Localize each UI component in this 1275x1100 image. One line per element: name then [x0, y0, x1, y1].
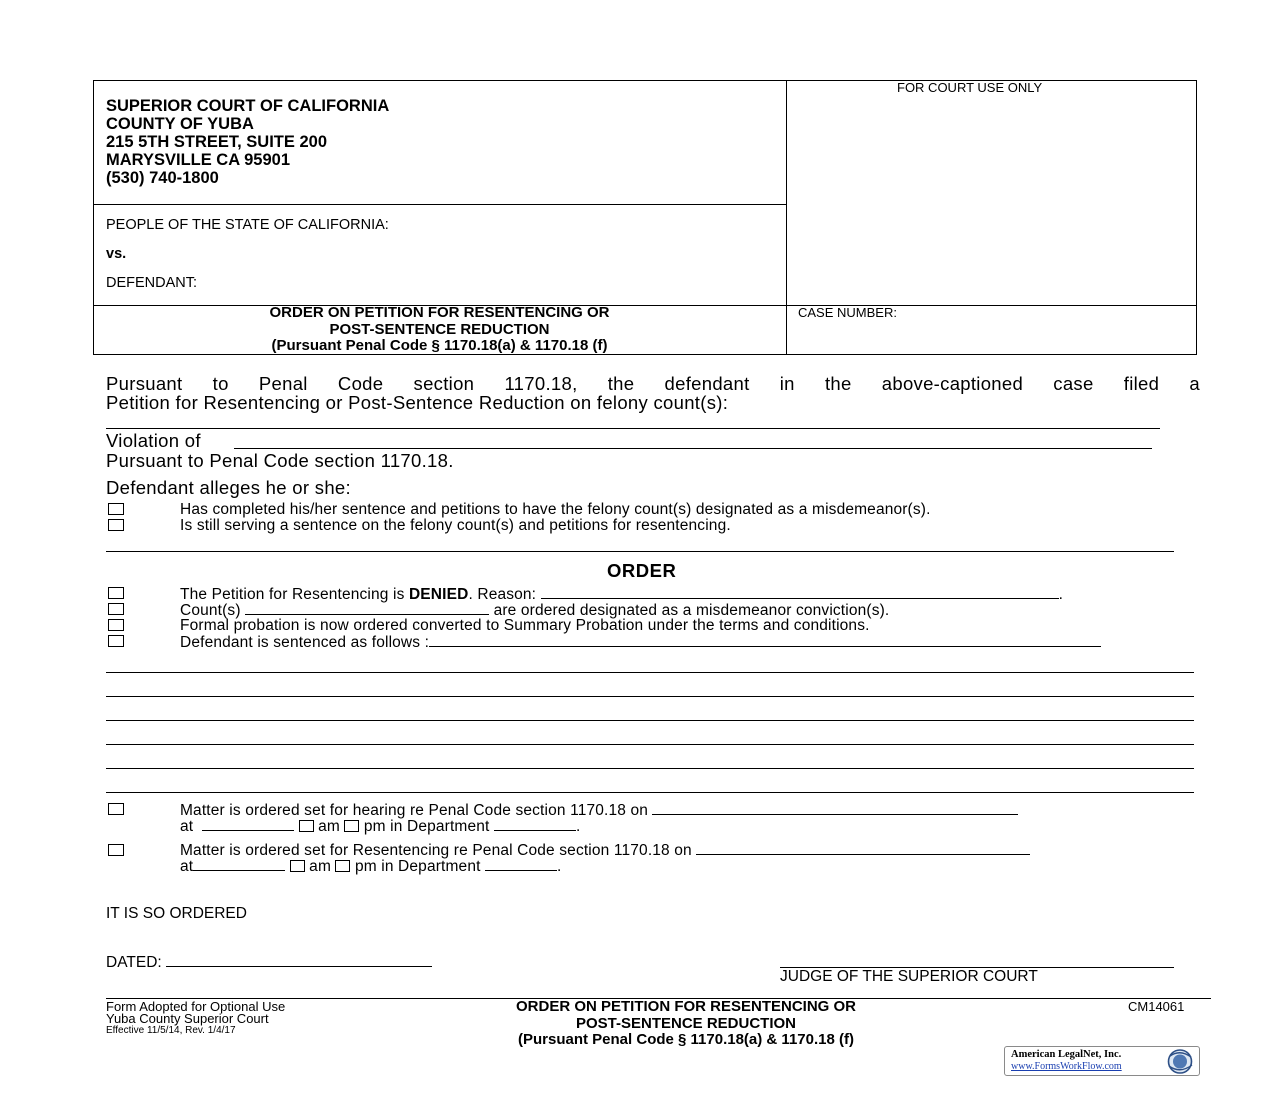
- denied-reason-blank[interactable]: [541, 585, 1059, 599]
- form-title-line: ORDER ON PETITION FOR RESENTENCING OR: [269, 304, 610, 321]
- dated-label: DATED:: [106, 954, 162, 971]
- court-line: 215 5TH STREET, SUITE 200: [106, 133, 328, 151]
- order-heading: ORDER: [607, 560, 677, 581]
- denied-line: The Petition for Resentencing is DENIED. Reason: .: [180, 586, 1064, 603]
- hearing-at-label: at: [180, 818, 194, 835]
- resentencing-time-blank[interactable]: [193, 857, 285, 871]
- section-divider: [106, 551, 1174, 552]
- hearing-am-label: am: [318, 818, 340, 835]
- resentencing-text: Matter is ordered set for Resentencing re Penal Code section 1170.18 on: [180, 842, 692, 859]
- alleges-label: Defendant alleges he or she:: [106, 477, 351, 498]
- american-legalnet-logo[interactable]: [1004, 1046, 1200, 1076]
- hearing-text: Matter is ordered set for hearing re Penal Code section 1170.18 on: [180, 802, 648, 819]
- denied-reason-label: . Reason:: [468, 586, 537, 603]
- vs-label: vs.: [106, 246, 127, 262]
- people-label: PEOPLE OF THE STATE OF CALIFORNIA:: [106, 217, 389, 233]
- footer-left-2: Yuba County Superior Court: [106, 1011, 269, 1026]
- hearing-pm-checkbox[interactable]: [344, 820, 359, 832]
- hearing-date-blank[interactable]: [652, 801, 1018, 815]
- court-line: MARYSVILLE CA 95901: [106, 151, 290, 169]
- hearing-dept-blank[interactable]: [494, 817, 576, 831]
- counts-checkbox[interactable]: [108, 603, 124, 615]
- globe-icon: [1165, 1048, 1195, 1075]
- violation-blank[interactable]: [234, 448, 1152, 449]
- hearing-am-checkbox[interactable]: [299, 820, 314, 832]
- sentenced-checkbox[interactable]: [108, 635, 124, 647]
- footer-title-line: POST-SENTENCE REDUCTION: [575, 1014, 797, 1032]
- resentencing-checkbox[interactable]: [108, 844, 124, 856]
- court-use-label: FOR COURT USE ONLY: [897, 80, 1043, 95]
- still-serving-checkbox[interactable]: [108, 519, 124, 531]
- counts-label: Count(s): [180, 602, 241, 619]
- judge-label: JUDGE OF THE SUPERIOR COURT: [780, 968, 1038, 985]
- resentencing-pm-checkbox[interactable]: [335, 860, 350, 872]
- probation-checkbox[interactable]: [108, 619, 124, 631]
- dated-blank[interactable]: [166, 953, 432, 967]
- denied-checkbox[interactable]: [108, 587, 124, 599]
- sentence-blank-line[interactable]: [106, 672, 1194, 673]
- court-address: [106, 97, 389, 187]
- sentence-blank-line[interactable]: [106, 792, 1194, 793]
- violation-label: Violation of: [106, 430, 201, 451]
- form-number: CM14061: [1128, 999, 1185, 1014]
- case-number-label: CASE NUMBER:: [798, 305, 897, 320]
- hearing-period: .: [575, 818, 581, 835]
- counts-text: are ordered designated as a misdemeanor conviction(s).: [493, 602, 890, 619]
- caption-divider-left: [93, 204, 786, 205]
- sentence-blank-line[interactable]: [106, 744, 1194, 745]
- footer-title: [436, 999, 936, 1049]
- footer-left-3: Effective 11/5/14, Rev. 1/4/17: [106, 1025, 236, 1036]
- counts-blank[interactable]: [245, 601, 489, 615]
- resentencing-date-blank[interactable]: [696, 841, 1030, 855]
- felony-count-blank[interactable]: [106, 428, 1160, 429]
- resentencing-am-label: am: [309, 858, 332, 875]
- hearing-pm-dept-label: pm in Department: [363, 818, 490, 835]
- defendant-label: DEFENDANT:: [106, 275, 198, 291]
- court-line: COUNTY OF YUBA: [106, 115, 254, 133]
- caption-divider-vertical: [786, 80, 787, 355]
- resentencing-period: .: [557, 858, 562, 875]
- denied-bold: DENIED: [408, 586, 469, 603]
- sentenced-label: Defendant is sentenced as follows :: [180, 634, 430, 651]
- sentenced-line: [180, 633, 1101, 652]
- hearing-checkbox[interactable]: [108, 803, 124, 815]
- hearing-line-2: [180, 817, 580, 836]
- resentencing-at-label: at: [180, 858, 194, 875]
- court-line: (530) 740-1800: [106, 169, 219, 187]
- so-ordered-text: IT IS SO ORDERED: [106, 905, 247, 922]
- hearing-time-blank[interactable]: [202, 817, 294, 831]
- resentencing-pm-dept-label: pm in Department: [354, 858, 481, 875]
- form-title-line: POST-SENTENCE REDUCTION: [329, 320, 550, 338]
- resentencing-dept-blank[interactable]: [485, 857, 557, 871]
- denied-text: The Petition for Resentencing is: [180, 586, 409, 603]
- form-title: [93, 305, 786, 355]
- completed-sentence-checkbox[interactable]: [108, 503, 124, 515]
- resentencing-line-2: [180, 857, 561, 876]
- dated-line: [106, 953, 432, 972]
- footer-title-line: ORDER ON PETITION FOR RESENTENCING OR: [515, 998, 857, 1015]
- still-serving-text: Is still serving a sentence on the felony count(s) and petitions for resentencing.: [180, 517, 731, 534]
- probation-text: Formal probation is now ordered converted to Summary Probation under the terms and conditions.: [180, 617, 870, 634]
- footer-left-1: Form Adopted for Optional Use: [106, 999, 286, 1014]
- pursuant-line: Pursuant to Penal Code section 1170.18.: [106, 450, 454, 471]
- completed-sentence-text: Has completed his/her sentence and petitions to have the felony count(s) designated as a misdemeanor(s).: [180, 501, 931, 518]
- logo-url[interactable]: www.FormsWorkFlow.com: [1011, 1061, 1122, 1072]
- sentence-blank-line[interactable]: [106, 720, 1194, 721]
- footer-title-line: (Pursuant Penal Code § 1170.18(a) & 1170.18 (f): [518, 1031, 854, 1048]
- intro-line-1: Pursuant to Penal Code section 1170.18, the defendant in the above-captioned case filed a: [106, 373, 1200, 394]
- resentencing-am-checkbox[interactable]: [290, 860, 305, 872]
- sentence-blank-line[interactable]: [106, 696, 1194, 697]
- intro-line-2: Petition for Resentencing or Post-Sentence Reduction on felony count(s):: [106, 392, 729, 413]
- sentenced-blank[interactable]: [429, 633, 1101, 647]
- court-line: SUPERIOR COURT OF CALIFORNIA: [106, 97, 390, 115]
- logo-company-name: American LegalNet, Inc.: [1011, 1049, 1122, 1060]
- form-title-line: (Pursuant Penal Code § 1170.18(a) & 1170.18 (f): [271, 337, 608, 354]
- sentence-blank-line[interactable]: [106, 768, 1194, 769]
